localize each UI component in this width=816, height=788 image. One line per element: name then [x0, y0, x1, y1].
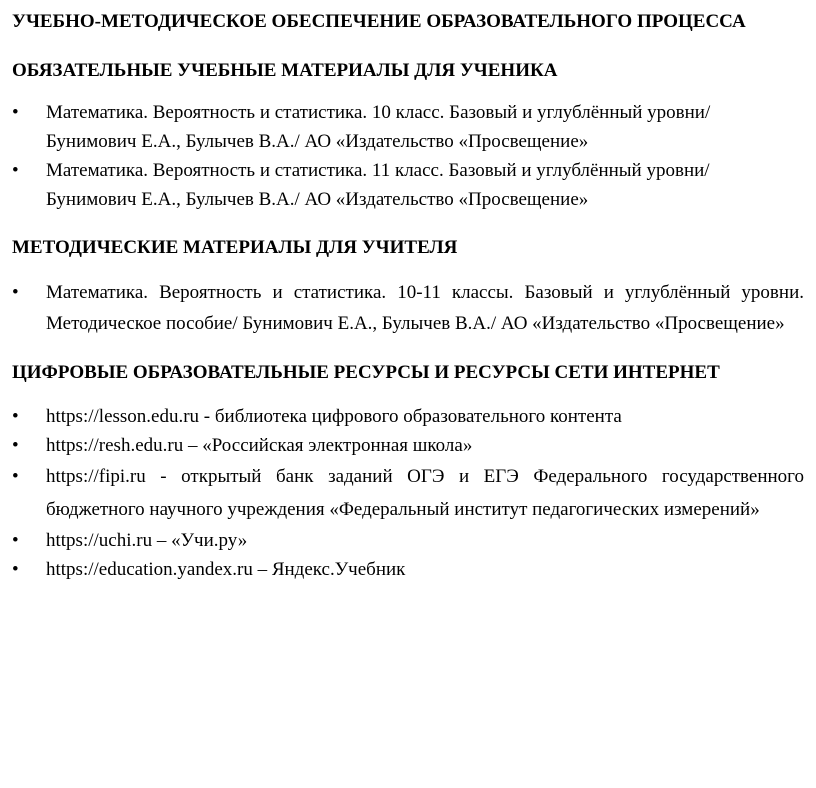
spacer [12, 261, 804, 277]
section-heading-teacher-materials: МЕТОДИЧЕСКИЕ МАТЕРИАЛЫ ДЛЯ УЧИТЕЛЯ [12, 237, 458, 258]
teacher-materials-list [12, 277, 804, 339]
digital-resources-list [12, 402, 804, 584]
list-item [12, 460, 804, 526]
section-heading-digital-resources: ЦИФРОВЫЕ ОБРАЗОВАТЕЛЬНЫЕ РЕСУРСЫ И РЕСУРСЫ СЕТИ ИНТЕРНЕТ [12, 362, 720, 383]
list-item [12, 555, 804, 584]
list-item-text: https://lesson.edu.ru - библиотека цифрового образовательного контента [46, 406, 622, 427]
spacer [12, 386, 804, 402]
bullet-icon: • [12, 435, 19, 456]
list-item-text: Математика. Вероятность и статистика. 10 класс. Базовый и углублённый уровни/ Бунимович Е.А., Булычев В.А./ АО «Издательство «Просвещение» [46, 102, 711, 152]
list-item-text: https://education.yandex.ru – Яндекс.Учебник [46, 559, 406, 580]
section-heading-student-materials: ОБЯЗАТЕЛЬНЫЕ УЧЕБНЫЕ МАТЕРИАЛЫ ДЛЯ УЧЕНИКА [12, 60, 558, 81]
list-item [12, 431, 804, 460]
spacer [12, 37, 804, 57]
spacer [12, 214, 804, 234]
document-title: УЧЕБНО-МЕТОДИЧЕСКОЕ ОБЕСПЕЧЕНИЕ ОБРАЗОВАТЕЛЬНОГО ПРОЦЕССА [12, 11, 746, 32]
list-item-text: https://resh.edu.ru – «Российская электронная школа» [46, 435, 473, 456]
spacer [12, 339, 804, 359]
bullet-icon: • [12, 406, 19, 427]
list-item-text: https://fipi.ru - открытый банк заданий ОГЭ и ЕГЭ Федерального государственного бюджетного научного учреждения «Федеральный институт педагогических измерений» [46, 466, 804, 520]
spacer [12, 84, 804, 98]
list-item [12, 98, 804, 156]
bullet-icon: • [12, 466, 19, 487]
bullet-icon: • [12, 559, 19, 580]
bullet-icon: • [12, 282, 19, 303]
list-item [12, 526, 804, 555]
list-item [12, 156, 804, 214]
bullet-icon: • [12, 160, 19, 181]
bullet-icon: • [12, 530, 19, 551]
list-item [12, 402, 804, 431]
bullet-icon: • [12, 102, 19, 123]
list-item [12, 277, 804, 339]
list-item-text: https://uchi.ru – «Учи.ру» [46, 530, 248, 551]
student-materials-list [12, 98, 804, 214]
list-item-text: Математика. Вероятность и статистика. 11 класс. Базовый и углублённый уровни/ Бунимович Е.А., Булычев В.А./ АО «Издательство «Просвещение» [46, 160, 710, 210]
list-item-text: Математика. Вероятность и статистика. 10-11 классы. Базовый и углублённый уровни. Методическое пособие/ Бунимович Е.А., Булычев В.А./ АО «Издательство «Просвещение» [46, 282, 804, 334]
